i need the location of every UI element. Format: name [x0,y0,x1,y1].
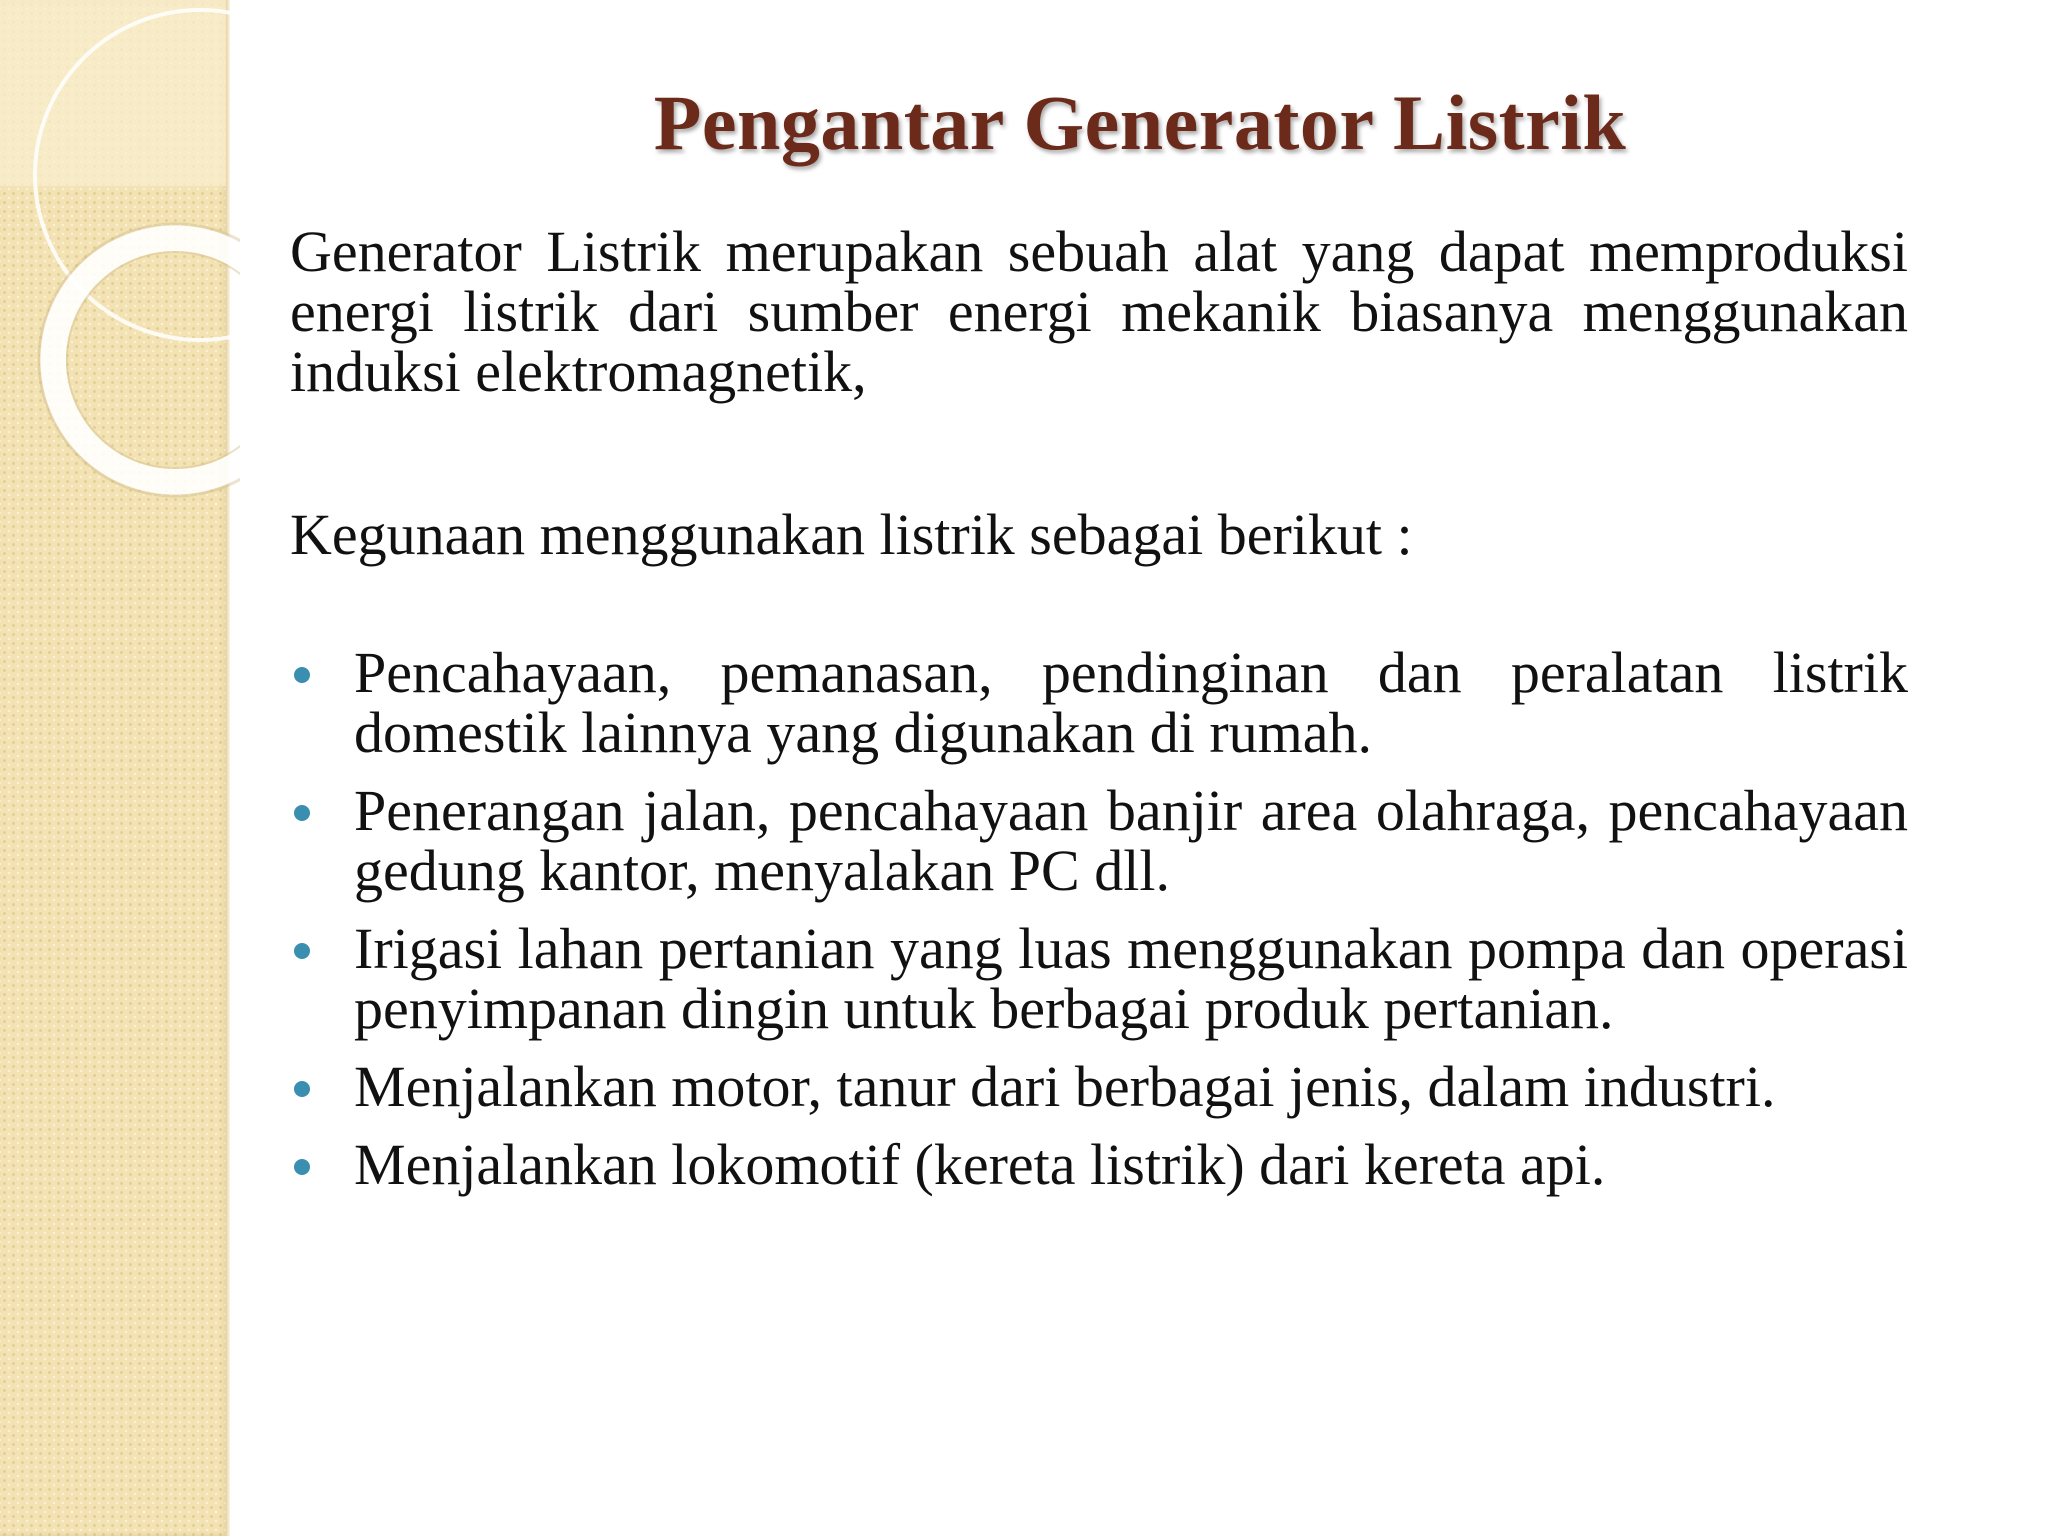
slide-title: Pengantar Generator Listrik [653,79,1627,166]
list-item-text: Menjalankan motor, tanur dari berbagai jenis, dalam industri. [354,1054,1776,1119]
list-item [290,1054,1908,1119]
intro-paragraph: Generator Listrik merupakan sebuah alat yang dapat memproduksi energi listrik dari sumber energi mekanik biasanya menggunakan induksi elektromagnetik, [290,219,1908,404]
list-item [290,916,1908,1041]
list-item-text: Penerangan jalan, pencahayaan banjir area olahraga, pencahayaan gedung kantor, menyalakan PC dll. [354,778,1908,903]
slide-content [290,219,1908,1213]
list-item-text: Menjalankan lokomotif (kereta listrik) dari kereta api. [354,1132,1606,1197]
list-item-text: Pencahayaan, pemanasan, pendinginan dan peralatan listrik domestik lainnya yang digunakan di rumah. [354,640,1908,765]
list-item [290,778,1908,903]
bullet-dot-icon [294,805,310,821]
list-item-text: Irigasi lahan pertanian yang luas menggunakan pompa dan operasi penyimpanan dingin untuk berbagai produk pertanian. [354,916,1908,1041]
decorative-circles [0,0,240,520]
bullet-dot-icon [294,943,310,959]
list-item [290,640,1908,765]
bullet-dot-icon [294,667,310,683]
ring-circle-shadow [39,224,240,496]
list-item [290,1132,1908,1197]
bullet-dot-icon [294,1081,310,1097]
uses-list [290,640,1908,1197]
uses-lead-text: Kegunaan menggunakan listrik sebagai berikut : [290,502,1413,567]
bullet-dot-icon [294,1159,310,1175]
ring-circle-outer [53,238,240,482]
